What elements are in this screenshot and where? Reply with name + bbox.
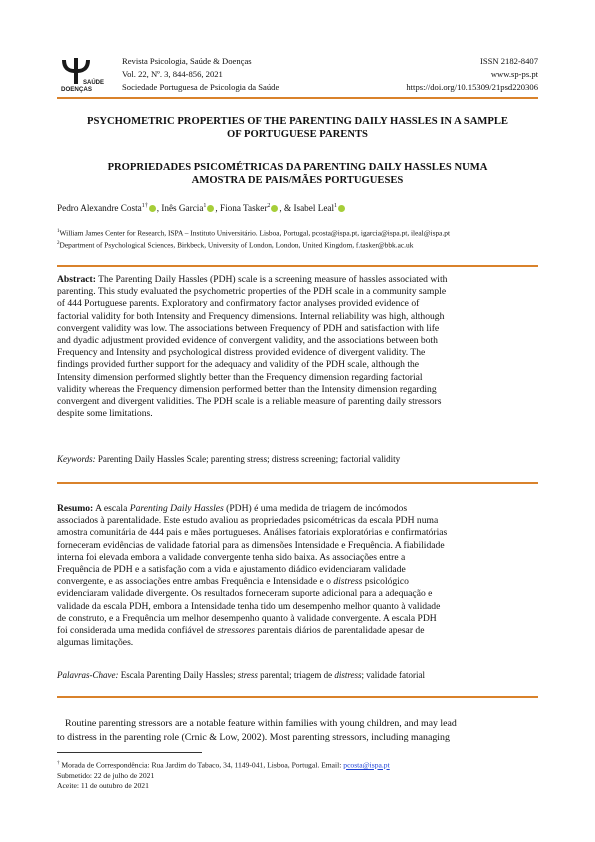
resumo-line [57, 576, 538, 588]
abstract-line: of 444 Portuguese parents. Exploratory and confirmatory factor analyses provided evidence of [57, 298, 420, 310]
resumo-line: forneceram evidências de validade fatorial para as dimensões Intensidade e Frequência. A fiabilidade [57, 539, 445, 551]
resumo-text: convergente, e as associações entre ambas Frequência e Intensidade e o [57, 576, 331, 588]
abstract-line: and dyadic adjustment provided evidence of convergent validity, and the associations between both [57, 335, 438, 347]
journal-name: Revista Psicologia, Saúde & Doenças [122, 56, 252, 66]
keywords-text: Parenting Daily Hassles Scale; parenting stress; distress screening; factorial validity [97, 454, 401, 464]
abstract-line: factorial validity for both Intensity and Frequency dimensions. Internal reliability was high, although [57, 310, 445, 322]
resumo-line: algumas limitações. [57, 637, 134, 649]
kw-italic: distress [334, 670, 362, 680]
resumo-text: foi considerada uma medida confiável de [57, 625, 215, 637]
resumo-line: de construto, e a Frequência um melhor desempenho quanto à validade convergente. A escala PDH [57, 612, 437, 624]
header-left [122, 55, 279, 94]
logo-text-2: DOENÇAS [61, 86, 92, 93]
abstract-text: The Parenting Daily Hassles (PDH) scale is a screening measure of hassles associated with [98, 274, 448, 285]
kw-text: ; validade fatorial [361, 670, 426, 680]
author-sup: 1 [334, 203, 338, 209]
kw-text: Escala Parenting Daily Hassles; [120, 670, 236, 680]
aff-text: William James Center for Research, ISPA – Instituto Universitário. Lisboa, Portugal, pcosta@ispa.pt, igarcia@ispa.pt, ileal@ispa.pt [59, 228, 451, 238]
author-sup: 2 [267, 203, 271, 209]
abstract-line: convergent validity was low. The associations between Frequency of PDH and satisfaction with life [57, 322, 440, 334]
article-doi[interactable]: https://doi.org/10.15309/21psd220306 [406, 82, 538, 92]
affiliation-1 [57, 226, 450, 238]
author-list [57, 203, 346, 213]
resumo-line: interna foi elevada embora a validade convergente tenha sido baixa. As associações entre a [57, 551, 406, 563]
author-sup: 1 [203, 203, 207, 209]
correspondence-email-link[interactable]: pcosta@ispa.pt [343, 760, 390, 770]
title-portuguese [57, 161, 538, 187]
title-en-line-1: PSYCHOMETRIC PROPERTIES OF THE PARENTING DAILY HASSLES IN A SAMPLE [86, 116, 508, 127]
title-english [57, 115, 538, 141]
resumo-line: Frequência de PDH e a satisfação com a vida e ajustamento diádico evidenciaram validade [57, 564, 406, 576]
keywords-label: Keywords: [57, 454, 96, 464]
resumo-text: A escala [95, 503, 128, 514]
journal-website[interactable]: www.sp-ps.pt [490, 69, 538, 79]
accepted-date: Aceite: 11 de outubro de 2021 [57, 780, 149, 790]
journal-volume: Vol. 22, Nº. 3, 844-856, 2021 [122, 69, 223, 79]
author-name: Inês Garcia [161, 203, 204, 214]
author-name: Isabel Leal [293, 203, 335, 214]
palavras-chave-label: Palavras-Chave: [57, 670, 119, 680]
abstract-line: Frequency and Intensity and psychological distress provided evidence of divergent validity. The [57, 347, 426, 359]
author-sep: , [215, 203, 220, 214]
submitted-date: Submetido: 22 de julho de 2021 [57, 770, 155, 780]
abstract-label: Abstract: [57, 274, 96, 285]
resumo-text: psicológico [364, 576, 409, 588]
kw-text: parental; triagem de [260, 670, 333, 680]
author-name: Fiona Tasker [220, 203, 268, 214]
body-line: Routine parenting stressors are a notable feature within families with young children, and may lead [65, 718, 457, 729]
resumo-block [57, 503, 538, 649]
resumo-lines-1 [57, 515, 538, 576]
abstract-block [57, 274, 538, 420]
abstract-line: Intensity dimension performed slightly better than the Frequency dimension regarding factorial [57, 371, 423, 383]
resumo-line: evidenciaram validade divergente. Os resultados forneceram suporte adicional para a adequação e [57, 588, 433, 600]
aff-sup: 2 [57, 241, 60, 246]
header-right [406, 55, 538, 94]
resumo-italic: Parenting Daily Hassles [129, 503, 224, 514]
resumo-line: amostra comunitária de 444 pais e mães portugueses. Análises fatoriais exploratórias e confirmatórias [57, 527, 448, 539]
resumo-line: validade da escala PDH, embora a Intensidade tenha tido um desempenho melhor quanto à validade [57, 600, 441, 612]
resumo-text: parentais diários de parentalidade apesar de [257, 625, 425, 637]
author-sup: 1† [141, 203, 148, 209]
resumo-line [57, 625, 538, 637]
orcid-icon[interactable] [271, 205, 278, 212]
abstract-line: parenting. This study evaluated the psychometric properties of the PDH scale in a community sample [57, 286, 447, 298]
footnote-rule [57, 752, 202, 753]
orcid-icon[interactable] [149, 205, 156, 212]
resumo-top-rule [57, 482, 538, 484]
abstract-line: findings provided further support for the adequacy and validity of the PDH scale, although the [57, 359, 420, 371]
header-rule [57, 97, 538, 99]
footnote-sup: † [57, 761, 60, 766]
resumo-text: (PDH) é uma medida de triagem de incómodos [226, 503, 408, 514]
body-top-rule [57, 696, 538, 698]
kw-italic: stress [237, 670, 258, 680]
resumo-line [57, 503, 538, 515]
body-text [57, 717, 538, 745]
author-name: Pedro Alexandre Costa [57, 203, 142, 214]
abstract-top-rule [57, 265, 538, 267]
affiliation-2 [57, 238, 413, 250]
resumo-line: associados à parentalidade. Este estudo avaliou as propriedades psicométricas da escala PDH numa [57, 515, 439, 527]
title-pt-line-1: PROPRIEDADES PSICOMÉTRICAS DA PARENTING DAILY HASSLES NUMA [107, 162, 488, 173]
body-line: to distress in the parenting role (Crnic & Low, 2002). Most parenting stressors, including managing [57, 732, 450, 743]
resumo-label: Resumo: [57, 503, 94, 514]
abstract-line: convergent and divergent validities. The PDH scale is a reliable measure of parenting daily stressors [57, 396, 442, 408]
author-sep: , [156, 203, 162, 214]
journal-society: Sociedade Portuguesa de Psicologia da Saúde [122, 82, 280, 92]
resumo-italic: stressores [217, 625, 256, 637]
orcid-icon[interactable] [338, 205, 345, 212]
footnote [57, 759, 390, 791]
resumo-lines-2 [57, 588, 538, 625]
title-pt-line-2: AMOSTRA DE PAIS/MÃES PORTUGUESES [191, 175, 404, 186]
footnote-correspondence [57, 759, 390, 771]
journal-issn: ISSN 2182-8407 [479, 56, 538, 66]
abstract-line: validity whereas the Frequency dimension performed better than the Intensity dimension regarding [57, 383, 437, 395]
abstract-line [57, 274, 538, 286]
resumo-italic: distress [333, 576, 363, 588]
logo-text-1: SAÚDE [83, 80, 105, 86]
resumo-keywords [57, 670, 425, 680]
footnote-text: Morada de Correspondência: Rua Jardim do Tabaco, 34, 1149-041, Lisboa, Portugal. Email: [61, 760, 342, 770]
aff-sup: 1 [57, 229, 60, 234]
journal-logo [57, 56, 119, 96]
author-sep: , & [279, 203, 294, 214]
aff-text: Department of Psychological Sciences, Birkbeck, University of London, London, United Kingdom, f.tasker@bbk.ac.uk [59, 240, 414, 250]
abstract-keywords [57, 454, 400, 464]
orcid-icon[interactable] [207, 205, 214, 212]
abstract-line: despite some limitations. [57, 408, 153, 420]
title-en-line-2: OF PORTUGUESE PARENTS [227, 129, 368, 140]
